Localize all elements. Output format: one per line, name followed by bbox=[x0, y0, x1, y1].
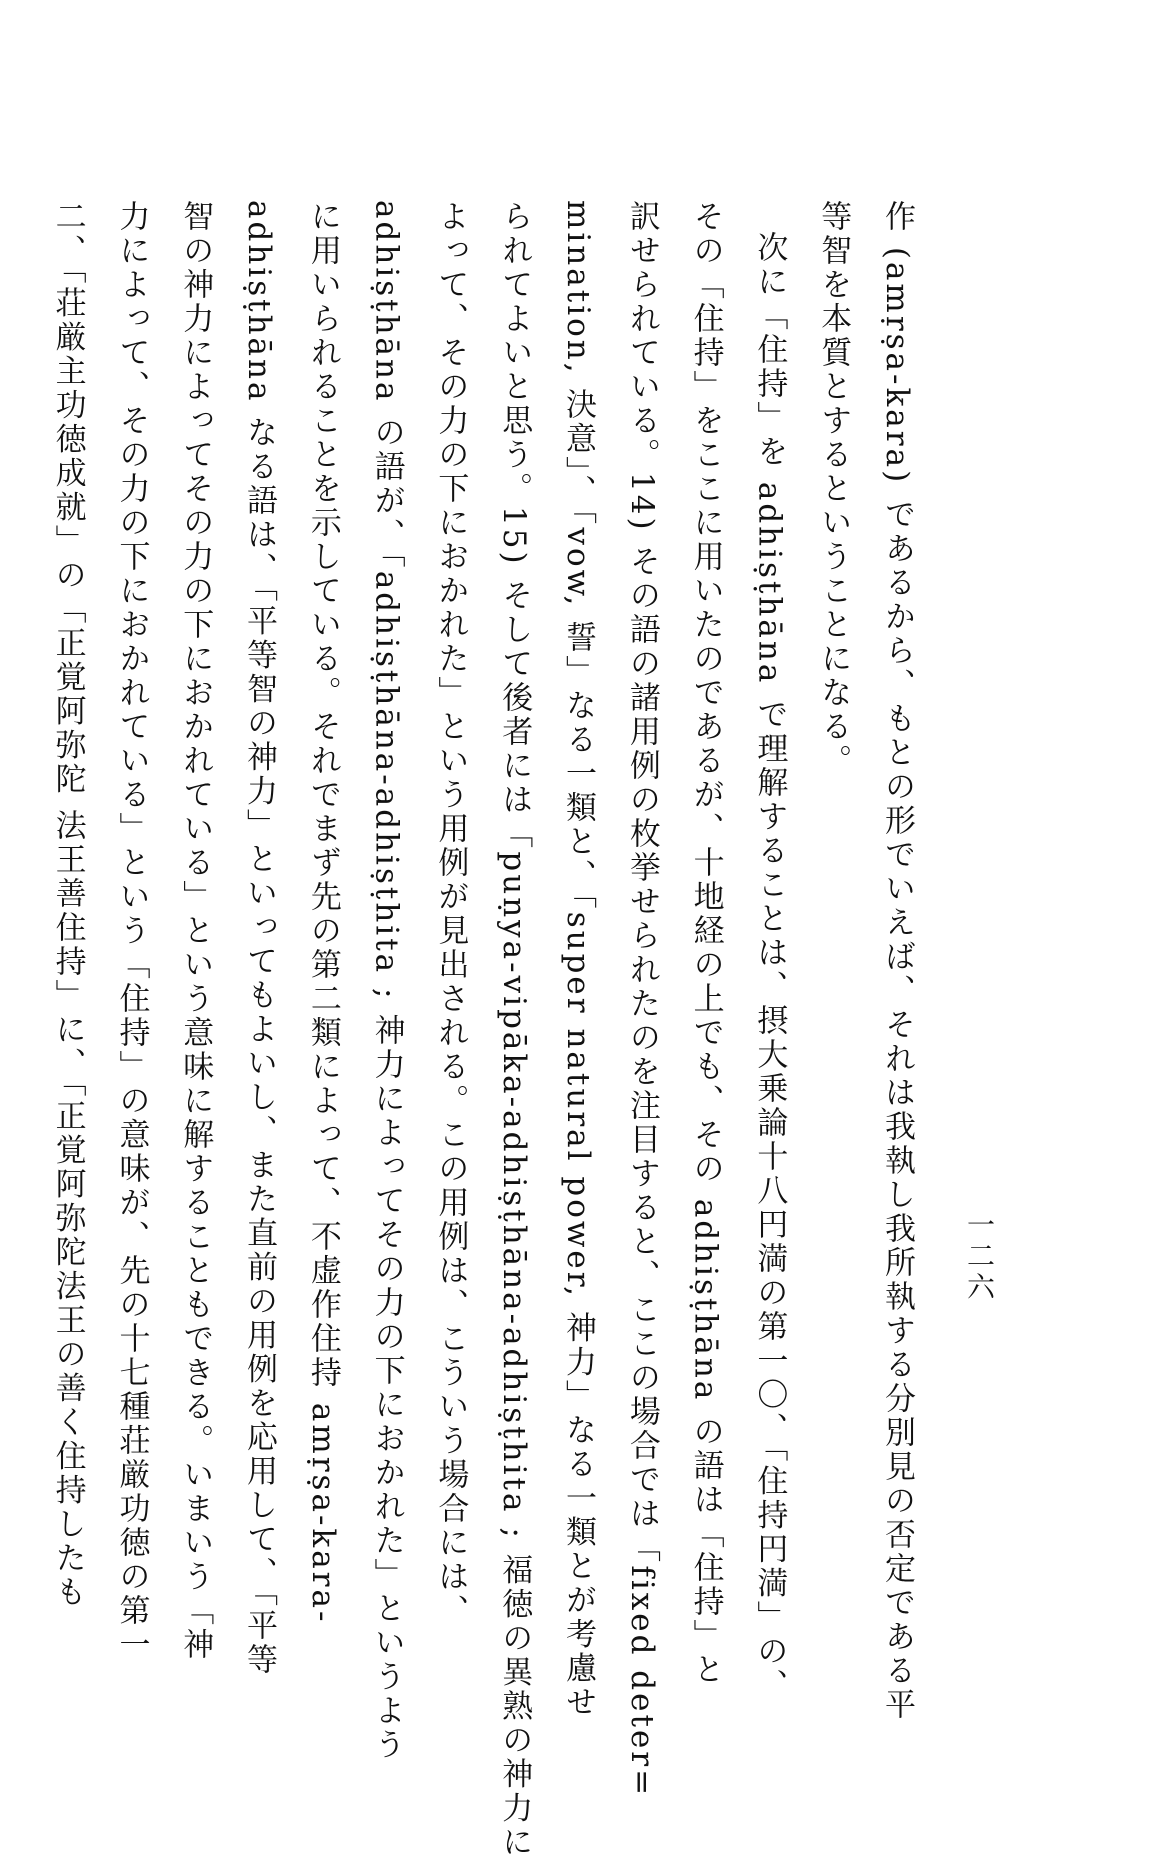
text-line-11: adhiṣṭhāna なる語は、「平等智の神力」といってもよいし、また直前の用例を応用して、「平等 bbox=[241, 200, 278, 1678]
text-line-6: mination, 決意」、「vow, 誓」なる一類と、「super natural power, 神力」なる一類とが考慮せ bbox=[560, 200, 597, 1720]
text-line-1: 作 (amṛṣa-kara) であるから、もとの形でいえば、それは我執し我所執する分別見の否定である平 bbox=[879, 200, 915, 1723]
text-line-7: られてよいと思う。15) そして後者には「puṇya-vipāka-adhiṣṭhāna-adhiṣṭhita ; 福徳の異熟の神力に bbox=[496, 200, 533, 1860]
text-line-13: 力によって、その力の下におかれている」という「住持」の意味が、先の十七種荘厳功徳の第一 bbox=[113, 200, 150, 1662]
text-line-14: 二、「荘厳主功徳成就」の「正覚阿弥陀 法王善住持」に、「正覚阿弥陀法王の善く住持したも bbox=[49, 200, 86, 1610]
text-line-4: その「住持」をここに用いたのであるが、十地経の上でも、その adhiṣṭhāna の語は「住持」と bbox=[687, 200, 724, 1688]
body-text bbox=[49, 200, 928, 1860]
text-line-12: 智の神力によってその力の下におかれている」という意味に解することもできる。いまいう「神 bbox=[177, 200, 214, 1662]
page-number: 一二六 bbox=[963, 1210, 996, 1303]
text-line-8: よって、その力の下におかれた」という用例が見出される。この用例は、こういう場合には、 bbox=[432, 200, 469, 1628]
text-line-3: 次に「住持」を adhiṣṭhāna で理解することは、摂大乗論十八円満の第一〇、「住持円満」の、 bbox=[751, 231, 788, 1703]
text-line-5: 訳せられている。14) その語の諸用例の枚挙せられたのを注目すると、ここの場合では「fixed deter= bbox=[623, 200, 660, 1799]
text-line-10: に用いられることを示している。それでまず先の第二類によって、不虚作住持 amṛṣa-kara- bbox=[304, 200, 341, 1625]
text-line-2: 等智を本質とするということになる。 bbox=[815, 200, 852, 778]
text-line-9: adhiṣṭhāna の語が、「adhiṣṭhāna-adhiṣṭhita ; 神力によってその力の下におかれた」というよう bbox=[368, 200, 405, 1763]
